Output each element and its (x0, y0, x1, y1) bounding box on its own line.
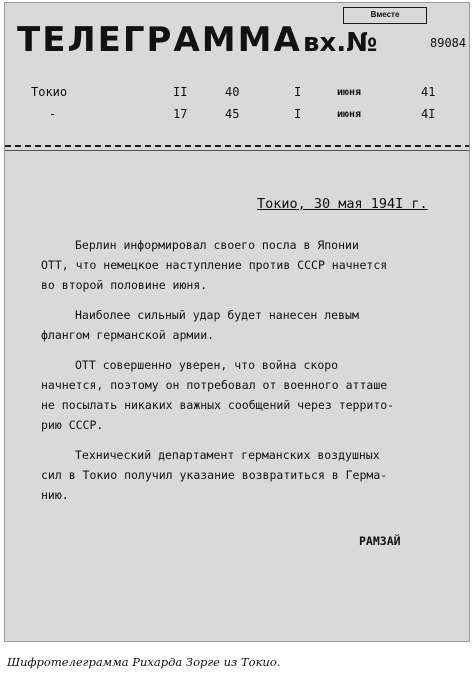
document-number: 89084 (430, 36, 467, 50)
header-month: июня (337, 109, 362, 120)
header-year: 4I (421, 107, 436, 121)
separator-dashed (5, 145, 470, 147)
date-line: Токио, 30 мая 194I г. (257, 196, 428, 212)
text-line: во второй половине июня. (41, 278, 208, 292)
paragraph (41, 305, 467, 345)
telegram-title: ТЕЛЕГРАММА (17, 20, 302, 60)
incoming-number-label: вх.№ (303, 28, 378, 58)
text-line: ОТТ совершенно уверен, что война скоро (75, 358, 339, 372)
header-minutes: 45 (225, 107, 240, 121)
text-line: начнется, поэтому он потребовал от военного атташе (41, 378, 388, 392)
text-line: флангом германской армии. (41, 328, 215, 342)
text-line: Технический департамент германских воздушных (75, 448, 380, 462)
header-place: Токио (31, 85, 68, 99)
header-row (5, 107, 470, 125)
photo-caption: Шифротелеграмма Рихарда Зорге из Токио. (7, 655, 281, 669)
separator-line (5, 150, 470, 151)
text-line: ОТТ, что немецкое наступление против СССР начнется (41, 258, 388, 272)
header-year: 41 (421, 85, 436, 99)
paragraph (41, 355, 467, 435)
text-line: рию СССР. (41, 418, 104, 432)
header-place: - (49, 107, 57, 121)
text-line: Наиболее сильный удар будет нанесен левым (75, 308, 359, 322)
header-day: I (294, 107, 302, 121)
header-row (5, 85, 470, 103)
header-hours: II (173, 85, 188, 99)
message-body (41, 235, 467, 515)
header-day: I (294, 85, 302, 99)
header-minutes: 40 (225, 85, 240, 99)
text-line: Берлин информировал своего посла в Японии (75, 238, 359, 252)
text-line: не посылать никаких важных сообщений через террито- (41, 398, 395, 412)
telegram-sheet (4, 2, 470, 642)
paragraph (41, 445, 467, 505)
signature: РАМЗАЙ (359, 534, 401, 548)
text-line: сил в Токио получил указание возвратиться в Герма- (41, 468, 388, 482)
text-line: нию. (41, 488, 69, 502)
header-month: июня (337, 87, 362, 98)
header-hours: 17 (173, 107, 188, 121)
stamp-box: Вместе (343, 7, 427, 24)
paragraph (41, 235, 467, 295)
